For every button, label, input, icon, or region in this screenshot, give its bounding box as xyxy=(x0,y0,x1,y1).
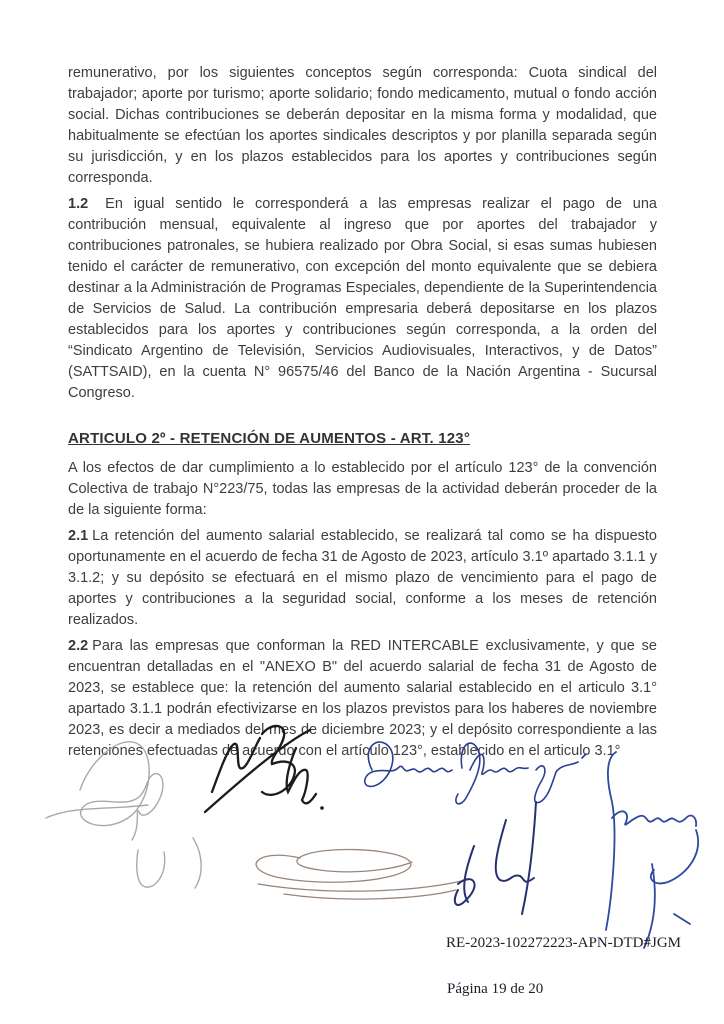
paragraph-1-2 xyxy=(68,194,657,404)
paragraph-2-2 xyxy=(68,636,657,762)
signature-blue-right-icon xyxy=(606,752,698,948)
paragraph-number: 2.2 xyxy=(68,638,89,654)
paragraph-a-los-efectos xyxy=(68,458,657,521)
paragraph-text: En igual sentido le corresponderá a las empresas realizar el pago de una contribución mensual, equivalente al ingreso que por aportes del trabajador y contribuciones patronales, se hubiera realizado por Obra Social, si esas sumas hubiesen tenido el carácter de remunerativo, con excepción del monto equivalente que se debiera destinar a la Administración de Programas Especiales, dependiente de la Superintendencia de Servicios de Salud. La contribución empresaria deberá depositarse en los plazos establecidos para los aportes y contribuciones según corresponda, a la orden del “Sindicato Argentino de Televisión, Servicios Audiovisuales, Interactivos, y de Datos” (SATTSAID), en la cuenta N° 96575/46 del Banco de la Nación Argentina - Sucursal Congreso. xyxy=(68,196,657,401)
document-body xyxy=(68,63,657,767)
article-2-heading: ARTICULO 2º - RETENCIÓN DE AUMENTOS - ART. 123° xyxy=(68,430,471,447)
paragraph-text: remunerativo, por los siguientes conceptos según corresponda: Cuota sindical del trabajador; aporte por turismo; aporte solidario; fondo medicamento, mutual o fondo acción social. Dichas contribuciones se deberán depositar en la misma forma y modalidad, que habitualmente se efectúan los aportes sindicales descriptos y por planilla separada según su jurisdicción, y en los plazos establecidos para los aportes y contribuciones según corresponda. xyxy=(68,65,657,186)
paragraph-number: 2.1 xyxy=(68,528,89,544)
signature-scribble-icon xyxy=(256,849,470,899)
signature-navy-ink-icon xyxy=(455,802,536,914)
paragraph-2-1 xyxy=(68,526,657,631)
footer-page-number: Página 19 de 20 xyxy=(447,981,544,997)
footer-reference: RE-2023-102272223-APN-DTD#JGM xyxy=(446,935,681,951)
paragraph-text: Para las empresas que conforman la RED INTERCABLE exclusivamente, y que se encuentran detalladas en el "ANEXO B" del acuerdo salarial de fecha 31 de Agosto de 2023, se establece que: la retención del aumento salarial establecido en el articulo 3.1° apartado 3.1.1 podrán efectivizarse en los plazos previstos para los haberes de noviembre 2023, es decir a mediados del mes de diciembre 2023; y el depósito correspondiente a las retenciones efectuadas de acuerdo con el artículo 123°, establecido en el articulo 3.1° xyxy=(68,638,657,759)
paragraph-remunerativo xyxy=(68,63,657,189)
paragraph-text: A los efectos de dar cumplimiento a lo establecido por el artículo 123° de la convención Colectiva de trabajo N°223/75, todas las empresas de la actividad deberán proceder de la de la siguiente forma: xyxy=(68,460,657,518)
paragraph-text: La retención del aumento salarial establecido, se realizará tal como se ha dispuesto oportunamente en el acuerdo de fecha 31 de Agosto de 2023, artículo 3.1º apartado 3.1.1 y 3.1.2; y su depósito se efectuará en el mismo plazo de vencimiento para el pago de aportes y contribuciones a la seguridad social, conforme a los meses de retención realizados. xyxy=(68,528,657,628)
paragraph-number: 1.2 xyxy=(68,196,89,212)
